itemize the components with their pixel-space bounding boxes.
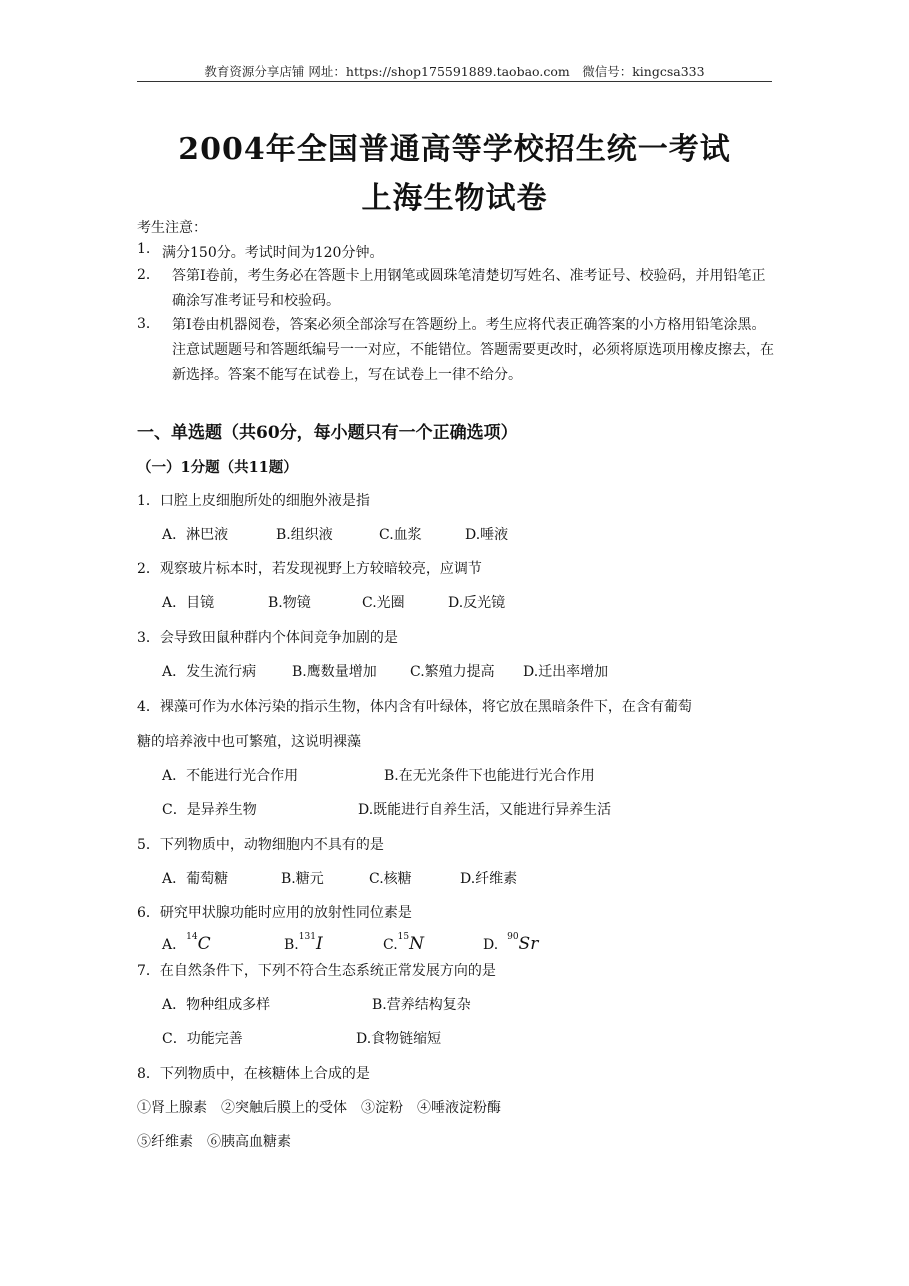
- notice-item-number: 3．: [137, 316, 160, 332]
- mass-number: 14: [186, 932, 198, 942]
- question-stem: 4．裸藻可作为水体污染的指示生物，体内含有叶绿体，将它放在黑暗条件下，在含有葡萄: [137, 699, 692, 715]
- option-b: B.糖元: [281, 871, 324, 887]
- page-header: 教育资源分享店铺 网址：https://shop175591889.taobao.com 微信号：kingcsa333: [204, 64, 705, 79]
- option-b: [284, 934, 323, 954]
- option-label: D.: [483, 937, 499, 953]
- question-stem: 1．口腔上皮细胞所处的细胞外液是指: [137, 493, 370, 509]
- element-symbol: C: [197, 934, 211, 954]
- item-list: ①肾上腺素 ②突触后膜上的受体 ③淀粉 ④唾液淀粉酶: [137, 1100, 501, 1116]
- option-d: D.唾液: [465, 527, 509, 543]
- notice-item-number: 1.: [137, 241, 151, 257]
- mass-number: 90: [507, 932, 519, 942]
- notice-item-text: 满分150分。考试时间为120分钟。: [162, 245, 384, 261]
- option-a: A．葡萄糖: [162, 871, 229, 887]
- option-c: C.核糖: [369, 871, 412, 887]
- subsection-title: （一）1分题（共11题）: [137, 459, 298, 476]
- option-c: C．功能完善: [162, 1031, 243, 1047]
- element-symbol: Sr: [518, 934, 539, 954]
- option-b: B.营养结构复杂: [372, 997, 471, 1013]
- notice-item-number: 2．: [137, 267, 160, 283]
- option-a: A．淋巴液: [162, 527, 229, 543]
- question-stem: 5．下列物质中，动物细胞内不具有的是: [137, 837, 384, 853]
- option-a: A．目镜: [162, 595, 215, 611]
- option-d: D.食物链缩短: [356, 1031, 442, 1047]
- option-d: D.迁出率增加: [523, 664, 609, 680]
- option-b: B.组织液: [276, 527, 333, 543]
- question-stem: 2．观察玻片标本时，若发现视野上方较暗较亮，应调节: [137, 561, 482, 577]
- option-a: [162, 934, 211, 954]
- element-symbol: N: [409, 934, 424, 954]
- option-label: C.: [383, 937, 398, 953]
- exam-subtitle: 上海生物试卷: [361, 181, 548, 216]
- option-a: A．不能进行光合作用: [162, 768, 299, 784]
- option-d: D.既能进行自养生活，又能进行异养生活: [358, 802, 612, 818]
- question-stem: 6．研究甲状腺功能时应用的放射性同位素是: [137, 905, 412, 921]
- option-b: B.鹰数量增加: [292, 664, 377, 680]
- option-d: D.纤维素: [460, 871, 518, 887]
- option-d: [483, 934, 538, 954]
- option-b: B.物镜: [268, 595, 311, 611]
- question-stem: 8．下列物质中，在核糖体上合成的是: [137, 1066, 370, 1082]
- notice-item-text: 第Ⅰ卷由机器阅卷，答案必须全部涂写在答题纷上。考生应将代表正确答案的小方格用铅笔涂黑。注意试题题号和答题纸编号一一对应，不能错位。答题需要更改时，必须将原选项用橡皮擦去，在新选择。答案不能写在试卷上，写在试卷上一律不给分。: [172, 317, 774, 383]
- option-c: C．是异养生物: [162, 802, 257, 818]
- element-symbol: I: [315, 934, 323, 954]
- option-c: [383, 934, 424, 954]
- exam-title: 2004年全国普通高等学校招生统一考试: [178, 132, 731, 167]
- option-a: A．物种组成多样: [162, 997, 271, 1013]
- notice-item-text: 答第Ⅰ卷前，考生务必在答题卡上用钢笔或圆珠笔清楚切写姓名、准考证号、校验码，并用铅笔正确涂写准考证号和校验码。: [172, 268, 766, 309]
- option-a: A．发生流行病: [162, 664, 257, 680]
- option-c: C.光圈: [362, 595, 405, 611]
- mass-number: 131: [298, 932, 316, 942]
- option-label: A．: [162, 937, 187, 953]
- option-c: C.血浆: [379, 527, 422, 543]
- header-rule: [137, 81, 772, 82]
- item-list: ⑤纤维素 ⑥胰高血糖素: [137, 1134, 291, 1150]
- question-stem-continued: 糖的培养液中也可繁殖，这说明裸藻: [137, 734, 361, 750]
- notice-heading: 考生注意：: [137, 220, 207, 236]
- section-title: 一、单选题（共60分，每小题只有一个正确选项）: [137, 423, 518, 443]
- option-d: D.反光镜: [448, 595, 506, 611]
- option-b: B.在无光条件下也能进行光合作用: [384, 768, 595, 784]
- question-stem: 3．会导致田鼠种群内个体间竞争加剧的是: [137, 630, 398, 646]
- question-stem: 7．在自然条件下，下列不符合生态系统正常发展方向的是: [137, 963, 496, 979]
- option-c: C.繁殖力提高: [410, 664, 495, 680]
- option-label: B.: [284, 937, 299, 953]
- mass-number: 15: [397, 932, 410, 942]
